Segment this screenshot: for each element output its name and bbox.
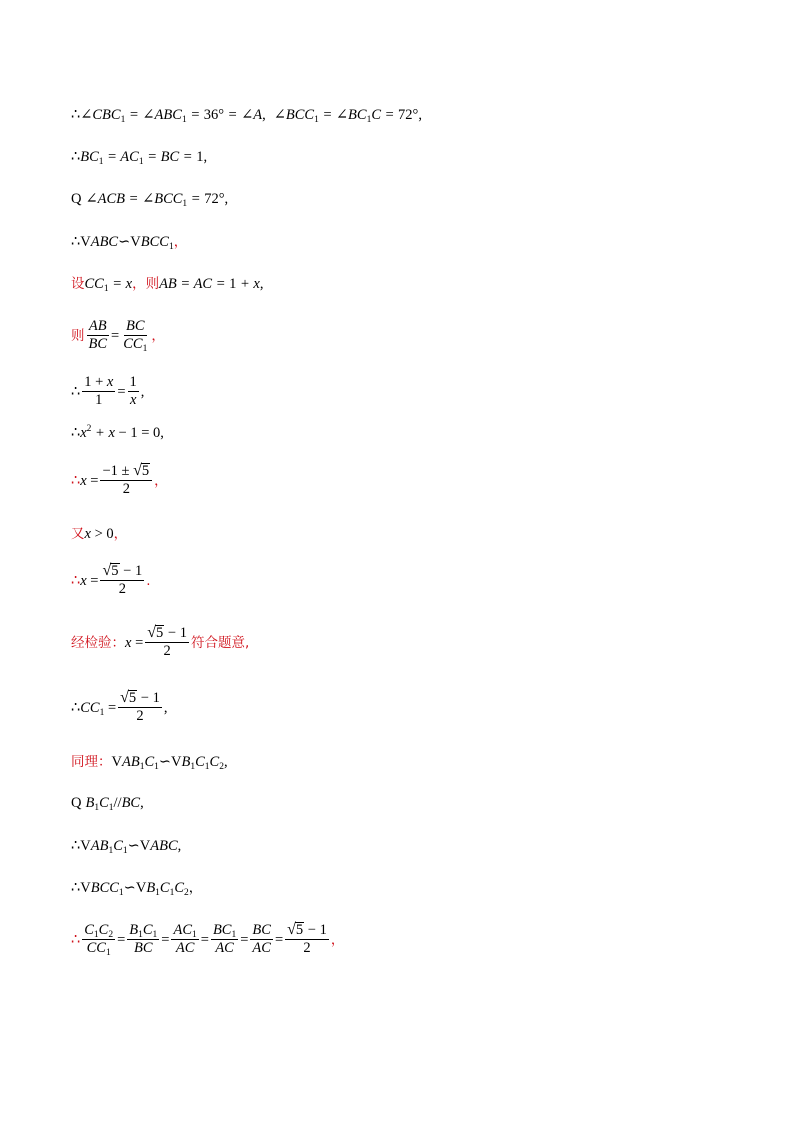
step-15: Q $B_1C_1//BC$, [71, 795, 144, 813]
step-9: ∴ x = −1 ± √ 5 2 ， [71, 462, 168, 497]
step-12: 经检验： x = √ 5 − 1 2 符合题意 , [71, 624, 250, 659]
step-11: ∴ x = √ 5 − 1 2 . [71, 562, 151, 597]
step-13: ∴ $CC_1$ = √ 5 − 1 2 , [71, 689, 168, 724]
because-symbol: Q [71, 191, 82, 207]
step-2: ∴ $BC_1 = AC_1$ = BC = 1, [71, 149, 208, 167]
step-6: 则 $\frac{AB}{BC}$ = $\frac{BC}{CC_1}$ ， [71, 318, 165, 354]
step-16: ∴ $VAB_1C_1∽VABC$, [71, 838, 182, 856]
step-14: 同理： $VAB_1C_1∽VB_1C_1C_2$, [71, 754, 228, 772]
step-18: ∴ $\frac{C_1C_2}{CC_1}$ = $\frac{B_1C_1}{BC}$ = $\frac{AC_1}{AC}$ = $\frac{BC_1}{AC}$ = $\frac{BC}{AC}$ = √ 5 − 1 2 ， [71, 921, 345, 958]
step-1: ∴ $\angle CBC_1$ = $\angle ABC_1 = 36^\circ$ = ∠A, $\angle BCC_1$ = $\angle BC_1C = 72^\circ$, [71, 107, 422, 125]
step-8: ∴ $x^2 + x - 1 = 0$, [71, 424, 164, 441]
therefore-symbol: ∴ [71, 107, 81, 123]
step-7: ∴ $\frac{1 + x}{1}$ = $\frac{1}{x}$ , [71, 374, 145, 408]
step-17: ∴ $VBCC_1∽VB_1C_1C_2$ ， [71, 880, 203, 898]
step-3: Q ∠ACB = $\angle BCC_1 = 72^\circ$, [71, 191, 229, 209]
step-10: 又 x > 0 ， [71, 526, 128, 542]
step-4: ∴ $VABC∽VBCC_1$ ， [71, 234, 188, 252]
step-5: 设 $CC_1 = x$ ， 则 AB = AC = 1 + x, [71, 276, 264, 294]
